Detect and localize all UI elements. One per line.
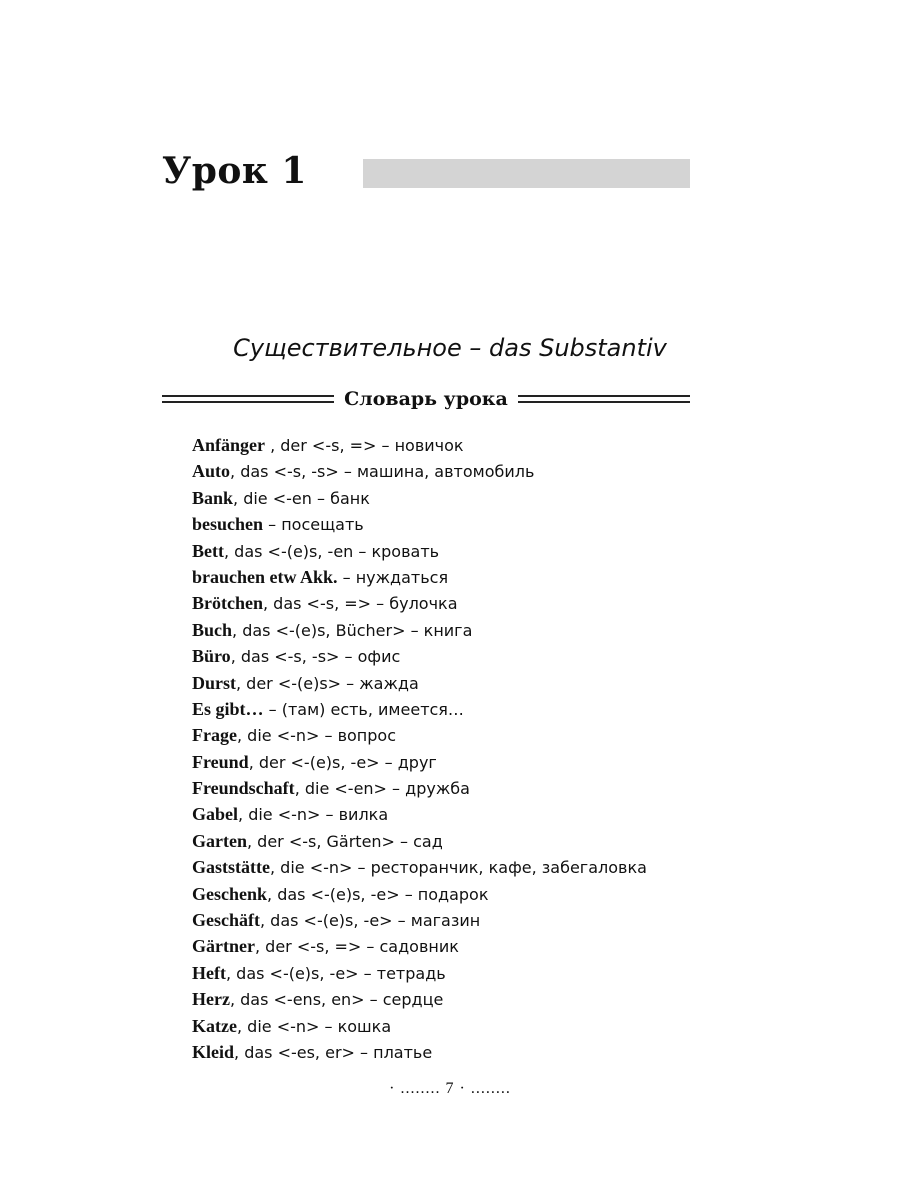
vocab-entry: [192, 854, 647, 880]
vocab-definition: , das <-ens, en> – сердце: [229, 990, 444, 1010]
vocab-headword: Bett: [192, 540, 224, 561]
vocab-entry: [192, 511, 647, 537]
vocab-entry: [192, 643, 647, 669]
vocab-entry: [192, 485, 647, 511]
vocab-entry: [192, 722, 647, 748]
vocab-entry: [192, 986, 647, 1012]
vocab-headword: Geschenk: [192, 883, 268, 904]
vocab-headword: brauchen etw Akk.: [192, 566, 338, 587]
vocab-entry: [192, 458, 647, 484]
title-decor-bar: [363, 159, 690, 188]
vocab-entry: [192, 801, 647, 827]
vocab-definition: , der <-(e)s, -e> – друг: [248, 752, 437, 772]
vocab-headword: Geschäft: [192, 910, 260, 931]
vocab-headword: Buch: [192, 619, 233, 640]
vocab-headword: Herz: [192, 989, 230, 1010]
vocab-headword: Gabel: [192, 804, 239, 825]
section-title: Существительное – das Substantiv: [233, 334, 667, 362]
vocab-entry: [192, 670, 647, 696]
vocab-definition: , die <-en> – дружба: [294, 779, 470, 799]
vocab-entry: [192, 696, 647, 722]
vocab-entry: [192, 907, 647, 933]
vocab-definition: , die <-n> – ресторанчик, кафе, забегаловка: [269, 858, 647, 878]
vocab-header: [162, 384, 690, 414]
vocab-definition: , der <-(e)s> – жажда: [236, 673, 419, 693]
vocab-headword: Heft: [192, 962, 226, 983]
vocab-headword: Freundschaft: [192, 778, 295, 799]
vocab-headword: Gaststätte: [192, 857, 270, 878]
vocab-definition: , die <-n> – вилка: [238, 805, 389, 825]
vocab-entry: [192, 590, 647, 616]
vocab-headword: Brötchen: [192, 593, 263, 614]
vocab-definition: , das <-(e)s, -en – кровать: [223, 541, 440, 561]
vocab-entry: [192, 564, 647, 590]
vocab-entry: [192, 749, 647, 775]
vocab-entry: [192, 828, 647, 854]
vocab-headword: Durst: [192, 672, 236, 693]
vocab-headword: Frage: [192, 725, 237, 746]
vocab-headword: Freund: [192, 751, 249, 772]
vocab-definition: , die <-en – банк: [233, 488, 370, 508]
vocab-definition: , das <-(e)s, -e> – магазин: [259, 911, 481, 931]
vocab-definition: , das <-s, -s> – офис: [230, 647, 401, 667]
vocab-definition: , das <-es, er> – платье: [234, 1042, 433, 1062]
vocab-headword: Gärtner: [192, 936, 255, 957]
vocab-definition: , das <-(e)s, -e> – подарок: [267, 884, 489, 904]
vocab-headword: Anfänger: [192, 435, 265, 455]
vocab-headword: Garten: [192, 830, 247, 851]
vocab-entry: [192, 881, 647, 907]
vocab-entry: [192, 617, 647, 643]
vocab-definition: – посещать: [263, 515, 364, 535]
vocab-definition: , das <-s, => – булочка: [263, 594, 458, 614]
vocab-headword: Bank: [192, 487, 234, 508]
vocab-list: [192, 432, 647, 1065]
vocab-definition: , das <-(e)s, -e> – тетрадь: [225, 963, 446, 983]
vocab-headword: Büro: [192, 646, 231, 667]
page-number: · ........ 7 · ........: [389, 1080, 511, 1097]
vocab-definition: – (там) есть, имеется…: [263, 699, 464, 719]
vocab-header-label: Словарь урока: [344, 388, 508, 410]
vocab-definition: , das <-s, -s> – машина, автомобиль: [230, 462, 535, 482]
vocab-definition: , das <-(e)s, Bücher> – книга: [232, 620, 473, 640]
vocab-headword: besuchen: [192, 514, 264, 535]
vocab-headword: Auto: [192, 461, 231, 482]
vocab-headword: Katze: [192, 1015, 237, 1036]
lesson-title: Урок 1: [162, 150, 307, 192]
vocab-entry: [192, 960, 647, 986]
vocab-entry: [192, 1039, 647, 1065]
vocab-definition: , der <-s, => – садовник: [254, 937, 459, 957]
vocab-entry: [192, 775, 647, 801]
vocab-definition: , der <-s, Gärten> – сад: [246, 831, 443, 851]
double-rule-right: [518, 394, 690, 404]
vocab-entry: [192, 1013, 647, 1039]
vocab-entry: [192, 432, 647, 458]
vocab-definition: , die <-n> – вопрос: [236, 726, 397, 746]
vocab-definition: , der <-s, => – новичок: [265, 436, 464, 455]
vocab-entry: [192, 538, 647, 564]
vocab-definition: – нуждаться: [337, 567, 449, 587]
vocab-headword: Es gibt…: [192, 698, 264, 719]
vocab-headword: Kleid: [192, 1041, 235, 1062]
vocab-definition: , die <-n> – кошка: [236, 1016, 392, 1036]
vocab-entry: [192, 933, 647, 959]
double-rule-left: [162, 394, 334, 404]
